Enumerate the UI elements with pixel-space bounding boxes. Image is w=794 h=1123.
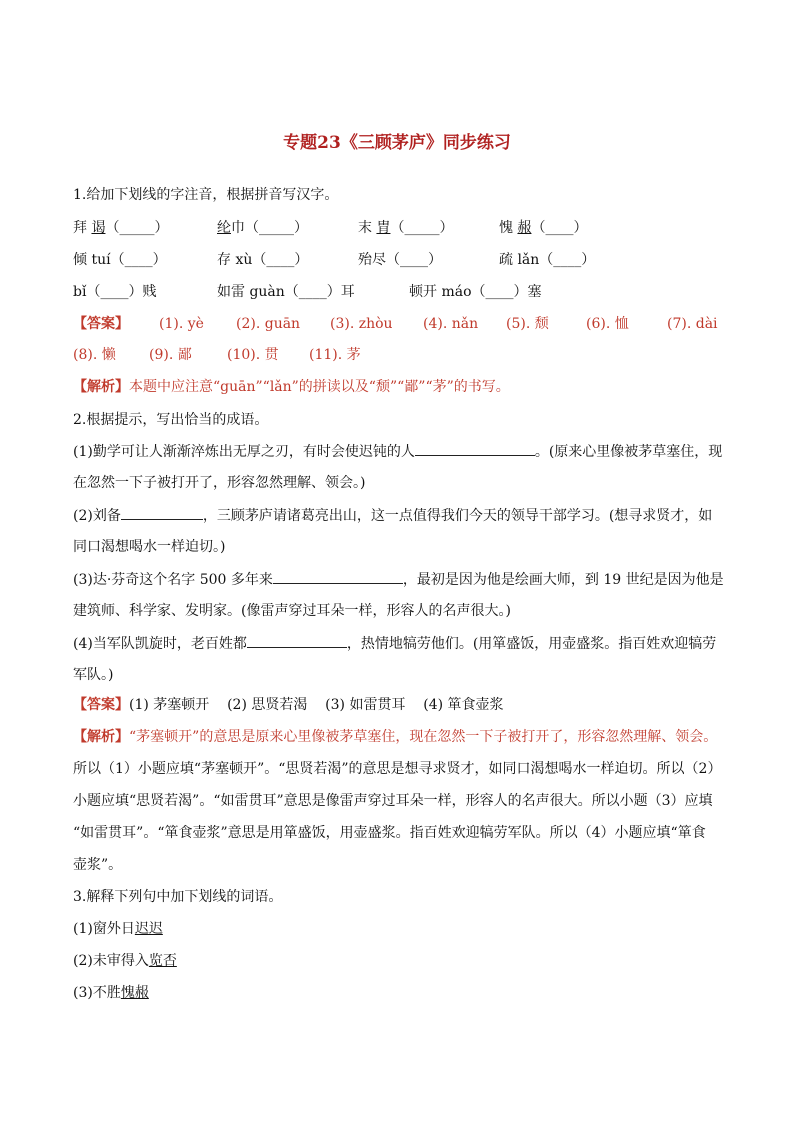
q2-answer bbox=[73, 695, 504, 715]
q1-row3-item-2: 如雷 guàn（____）耳 bbox=[217, 284, 355, 300]
q1-answer-line-1 bbox=[73, 314, 723, 334]
q1-row1-item-2: 纶巾（_____） bbox=[217, 220, 308, 236]
q1-row3 bbox=[73, 282, 723, 302]
q1-row1-item-1: 拜 谒（_____） bbox=[73, 220, 169, 236]
q2-analysis-line-3: 小题应填“思贤若渴”。“如雷贯耳”意思是像雷声穿过耳朵一样，形容人的名声很大。所以小题（3）应填 bbox=[73, 793, 713, 809]
q2-analysis-text: “茅塞顿开”的意思是原来心里像被茅草塞住，现在忽然一下子被打开了，形容忽然理解、领会。 bbox=[129, 729, 718, 745]
q1-row1-item-4: 愧 赧（____） bbox=[499, 220, 588, 236]
q2-blank-2[interactable] bbox=[121, 505, 203, 520]
q1-row3-item-3: 顿开 máo（____）塞 bbox=[409, 284, 542, 300]
q2-analysis-line-5: 壶浆”。 bbox=[73, 857, 123, 873]
q1-answer-item: (11). 茅 bbox=[309, 347, 361, 363]
q2-blank-3[interactable] bbox=[273, 569, 403, 584]
q1-answer-item: (4). nǎn bbox=[423, 316, 479, 332]
q2-analysis-line-1 bbox=[73, 727, 717, 747]
q1-row1 bbox=[73, 218, 723, 238]
q2-item-1-line-2: 在忽然一下子被打开了，形容忽然理解、领会。) bbox=[73, 475, 366, 491]
q1-answer-item: (10). 贯 bbox=[227, 347, 279, 363]
q1-row1-item-3: 末 胄（_____） bbox=[358, 220, 454, 236]
q1-row3-item-1: bǐ（____）贱 bbox=[73, 284, 157, 300]
q3-item-2: (2)未审得入览否 bbox=[73, 953, 177, 969]
q1-answer-item: (1). yè bbox=[159, 316, 204, 332]
q2-item-3-line-2: 建筑师、科学家、发明家。(像雷声穿过耳朵一样，形容人的名声很大。) bbox=[73, 603, 511, 619]
q1-row2-item-3: 殆尽（____） bbox=[358, 252, 442, 268]
q3-stem: 3.解释下列句中加下划线的词语。 bbox=[73, 889, 283, 905]
q2-answer-text: (1) 茅塞顿开 (2) 思贤若渴 (3) 如雷贯耳 (4) 箪食壶浆 bbox=[129, 697, 504, 713]
q2-item-2-line-1: (2)刘备 ，三顾茅庐请诸葛亮出山，这一点值得我们今天的领导干部学习。(想寻求贤才，如 bbox=[73, 505, 712, 526]
q1-stem: 1.给加下划线的字注音，根据拼音写汉字。 bbox=[73, 187, 339, 203]
q1-analysis-label: 【解析】 bbox=[73, 379, 129, 395]
q1-row2-item-2: 存 xù（____） bbox=[217, 252, 309, 268]
q1-answer-item: (7). dài bbox=[667, 316, 718, 332]
q2-item-3-line-1: (3)达·芬奇这个名字 500 多年来 ，最初是因为他是绘画大师，到 19 世纪是因为他是 bbox=[73, 569, 724, 590]
page-title: 专题23《三顾茅庐》同步练习 bbox=[283, 133, 511, 153]
q2-answer-label: 【答案】 bbox=[73, 697, 129, 713]
q1-answer-line-2 bbox=[73, 345, 723, 365]
q1-row2-item-4: 疏 lǎn（____） bbox=[499, 252, 596, 268]
q1-row2-item-1: 倾 tuí（____） bbox=[73, 252, 167, 268]
q2-analysis-label: 【解析】 bbox=[73, 729, 129, 745]
q2-item-4-line-2: 军队。) bbox=[73, 667, 114, 683]
q1-answer-item: (8). 懒 bbox=[73, 347, 116, 363]
q3-item-1: (1)窗外日迟迟 bbox=[73, 921, 163, 937]
q2-item-2-line-2: 同口渴想喝水一样迫切。) bbox=[73, 539, 226, 555]
q1-answer-item: (2). guān bbox=[236, 316, 301, 332]
q2-stem: 2.根据提示，写出恰当的成语。 bbox=[73, 412, 269, 428]
q3-item-3: (3)不胜愧赧 bbox=[73, 985, 149, 1001]
q1-answer-item: (5). 颓 bbox=[506, 316, 549, 332]
q2-analysis-line-4: “如雷贯耳”。“箪食壶浆”意思是用箪盛饭，用壶盛浆。指百姓欢迎犒劳军队。所以（4）小题应填“箪食 bbox=[73, 825, 706, 841]
q1-analysis bbox=[73, 377, 510, 397]
q2-item-4-line-1: (4)当军队凯旋时，老百姓都 ，热情地犒劳他们。(用箪盛饭，用壶盛浆。指百姓欢迎犒劳 bbox=[73, 633, 716, 654]
q2-item-1-line-1: (1)勤学可让人渐渐淬炼出无厚之刃，有时会使迟钝的人 。(原来心里像被茅草塞住，现 bbox=[73, 441, 722, 462]
q2-analysis-line-2: 所以（1）小题应填“茅塞顿开”。“思贤若渴”的意思是想寻求贤才，如同口渴想喝水一样迫切。所以（2） bbox=[73, 761, 722, 777]
q2-blank-1[interactable] bbox=[415, 441, 535, 456]
q1-analysis-text: 本题中应注意“guān”“lǎn”的拼读以及“颓”“鄙”“茅”的书写。 bbox=[129, 379, 510, 395]
q1-answer-item: (3). zhòu bbox=[330, 316, 393, 332]
q1-row2 bbox=[73, 250, 723, 270]
q1-answer-label: 【答案】 bbox=[73, 316, 129, 332]
q2-blank-4[interactable] bbox=[247, 633, 347, 648]
q1-answer-item: (9). 鄙 bbox=[149, 347, 192, 363]
q1-answer-item: (6). 恤 bbox=[586, 316, 629, 332]
